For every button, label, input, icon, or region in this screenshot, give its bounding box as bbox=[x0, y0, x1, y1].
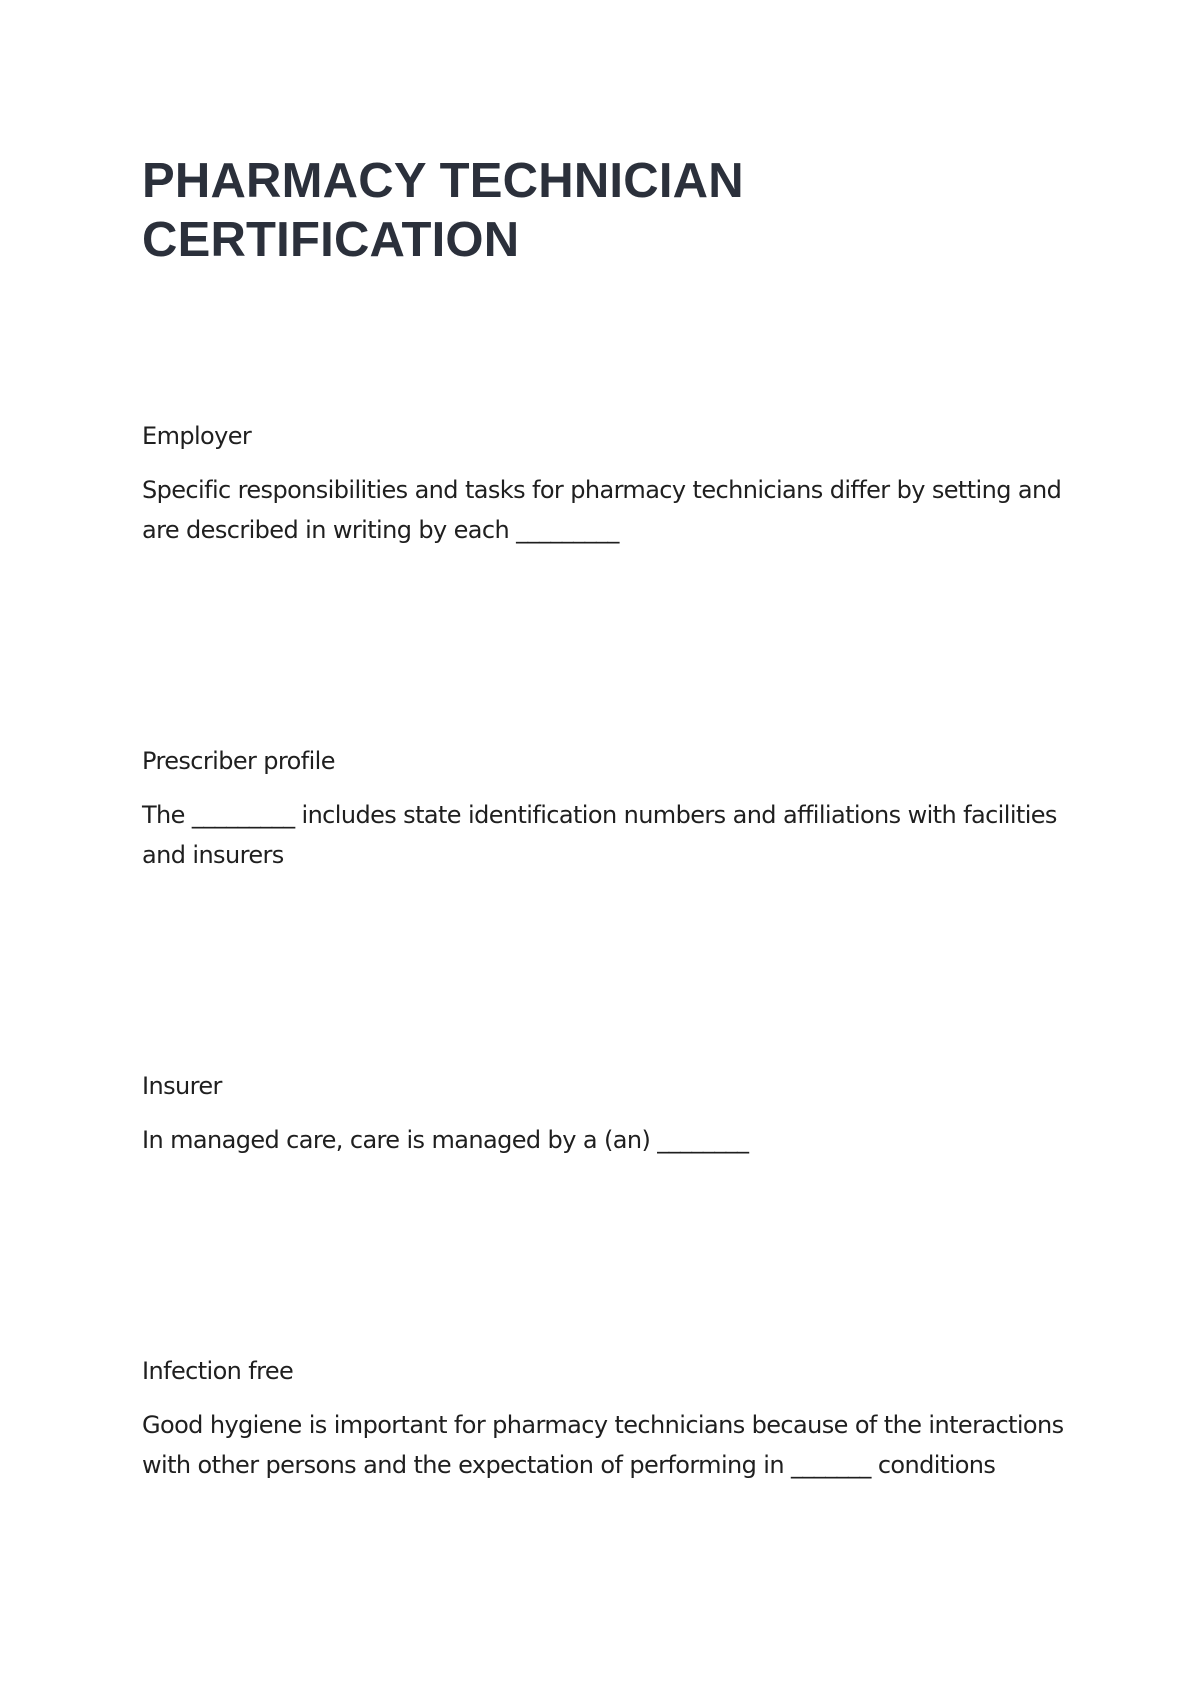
flashcard bbox=[142, 1355, 1082, 1485]
card-term: Prescriber profile bbox=[142, 747, 335, 775]
card-definition: The _________ includes state identification numbers and affiliations with facilities and insurers bbox=[142, 801, 1057, 869]
document-title: PHARMACY TECHNICIAN CERTIFICATION bbox=[142, 154, 744, 267]
flashcard bbox=[142, 1070, 1082, 1160]
flashcard bbox=[142, 420, 1082, 550]
card-term: Employer bbox=[142, 422, 252, 450]
card-term: Insurer bbox=[142, 1072, 222, 1100]
card-term: Infection free bbox=[142, 1357, 294, 1385]
card-definition: Good hygiene is important for pharmacy technicians because of the interactions with other persons and the expectation of performing in _______ conditions bbox=[142, 1411, 1064, 1479]
flashcard bbox=[142, 745, 1082, 875]
card-definition: In managed care, care is managed by a (an) ________ bbox=[142, 1126, 749, 1154]
card-definition: Specific responsibilities and tasks for pharmacy technicians differ by setting and are described in writing by each _________ bbox=[142, 476, 1062, 544]
